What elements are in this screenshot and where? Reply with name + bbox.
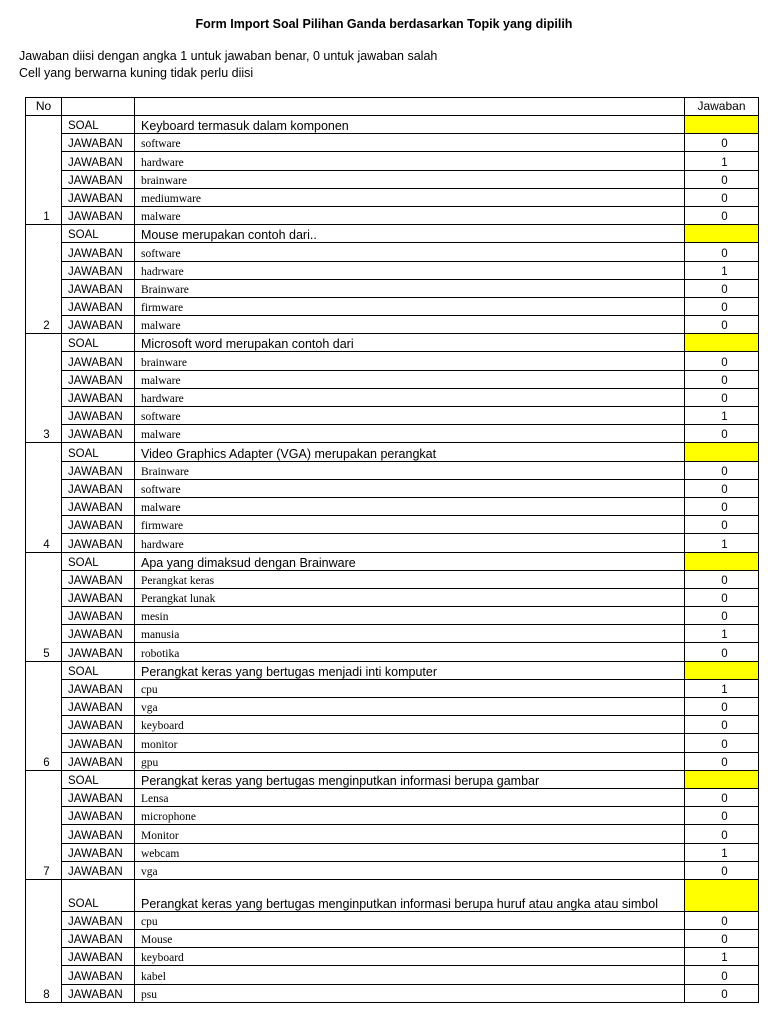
answer-value-cell[interactable]: 0 xyxy=(685,930,759,948)
header-answer: Jawaban xyxy=(685,98,759,116)
answer-row xyxy=(26,388,759,406)
answer-row xyxy=(26,297,759,315)
question-number: 3 xyxy=(26,334,62,443)
answer-value-cell[interactable]: 0 xyxy=(685,788,759,806)
jawaban-label: JAWABAN xyxy=(62,679,135,697)
question-text[interactable]: Microsoft word merupakan contoh dari xyxy=(135,334,685,352)
jawaban-label: JAWABAN xyxy=(62,698,135,716)
answer-row xyxy=(26,370,759,388)
answer-row xyxy=(26,788,759,806)
answer-row xyxy=(26,570,759,588)
answer-value-cell[interactable]: 0 xyxy=(685,243,759,261)
jawaban-label: JAWABAN xyxy=(62,984,135,1002)
jawaban-label: JAWABAN xyxy=(62,134,135,152)
answer-row xyxy=(26,911,759,929)
answer-value-cell[interactable]: 0 xyxy=(685,752,759,770)
answer-option-text[interactable]: Perangkat lunak xyxy=(135,588,685,606)
answer-row xyxy=(26,425,759,443)
answer-option-text[interactable]: keyboard xyxy=(135,716,685,734)
answer-row xyxy=(26,930,759,948)
readonly-yellow-cell xyxy=(685,552,759,570)
answer-option-text[interactable]: Perangkat keras xyxy=(135,570,685,588)
question-number: 1 xyxy=(26,116,62,225)
answer-value-cell[interactable]: 0 xyxy=(685,279,759,297)
answer-option-text[interactable]: hadrware xyxy=(135,261,685,279)
header-no: No xyxy=(26,98,62,116)
readonly-yellow-cell xyxy=(685,770,759,788)
answer-option-text[interactable]: hardware xyxy=(135,388,685,406)
answer-row xyxy=(26,984,759,1002)
answer-value-cell[interactable]: 0 xyxy=(685,206,759,224)
answer-row xyxy=(26,825,759,843)
answer-row xyxy=(26,279,759,297)
question-number: 2 xyxy=(26,225,62,334)
answer-row xyxy=(26,407,759,425)
answer-value-cell[interactable]: 1 xyxy=(685,407,759,425)
question-row xyxy=(26,661,759,679)
answer-option-text[interactable]: vga xyxy=(135,861,685,879)
question-text[interactable]: Video Graphics Adapter (VGA) merupakan perangkat xyxy=(135,443,685,461)
question-text[interactable]: Keyboard termasuk dalam komponen xyxy=(135,116,685,134)
answer-row xyxy=(26,152,759,170)
answer-option-text[interactable]: Lensa xyxy=(135,788,685,806)
answer-value-cell[interactable]: 0 xyxy=(685,825,759,843)
answer-option-text[interactable]: software xyxy=(135,479,685,497)
jawaban-label: JAWABAN xyxy=(62,388,135,406)
answer-value-cell[interactable]: 0 xyxy=(685,461,759,479)
soal-label: SOAL xyxy=(62,770,135,788)
soal-label: SOAL xyxy=(62,116,135,134)
answer-row xyxy=(26,206,759,224)
answer-row xyxy=(26,461,759,479)
answer-value-cell[interactable]: 0 xyxy=(685,352,759,370)
jawaban-label: JAWABAN xyxy=(62,407,135,425)
answer-option-text[interactable]: malware xyxy=(135,497,685,515)
answer-value-cell[interactable]: 0 xyxy=(685,170,759,188)
jawaban-label: JAWABAN xyxy=(62,716,135,734)
answer-value-cell[interactable]: 0 xyxy=(685,570,759,588)
jawaban-label: JAWABAN xyxy=(62,316,135,334)
readonly-yellow-cell xyxy=(685,334,759,352)
jawaban-label: JAWABAN xyxy=(62,206,135,224)
jawaban-label: JAWABAN xyxy=(62,370,135,388)
answer-row xyxy=(26,316,759,334)
answer-value-cell[interactable]: 1 xyxy=(685,534,759,552)
jawaban-label: JAWABAN xyxy=(62,152,135,170)
header-text xyxy=(135,98,685,116)
answer-value-cell[interactable]: 0 xyxy=(685,388,759,406)
jawaban-label: JAWABAN xyxy=(62,948,135,966)
answer-option-text[interactable]: manusia xyxy=(135,625,685,643)
question-row xyxy=(26,552,759,570)
answer-row xyxy=(26,625,759,643)
answer-value-cell[interactable]: 0 xyxy=(685,425,759,443)
jawaban-label: JAWABAN xyxy=(62,297,135,315)
question-number: 7 xyxy=(26,770,62,879)
question-row xyxy=(26,443,759,461)
question-row xyxy=(26,334,759,352)
question-table xyxy=(25,97,759,1003)
answer-value-cell[interactable]: 1 xyxy=(685,679,759,697)
question-row xyxy=(26,116,759,134)
answer-value-cell[interactable]: 0 xyxy=(685,734,759,752)
jawaban-label: JAWABAN xyxy=(62,861,135,879)
answer-option-text[interactable]: software xyxy=(135,407,685,425)
soal-label: SOAL xyxy=(62,225,135,243)
answer-value-cell[interactable]: 1 xyxy=(685,843,759,861)
jawaban-label: JAWABAN xyxy=(62,479,135,497)
answer-option-text[interactable]: hardware xyxy=(135,534,685,552)
table-header-row xyxy=(26,98,759,116)
jawaban-label: JAWABAN xyxy=(62,497,135,515)
answer-value-cell[interactable]: 0 xyxy=(685,497,759,515)
jawaban-label: JAWABAN xyxy=(62,588,135,606)
answer-option-text[interactable]: robotika xyxy=(135,643,685,661)
page-title: Form Import Soal Pilihan Ganda berdasarkan Topik yang dipilih xyxy=(195,17,573,31)
answer-value-cell[interactable]: 1 xyxy=(685,152,759,170)
answer-value-cell[interactable]: 0 xyxy=(685,984,759,1002)
answer-row xyxy=(26,698,759,716)
answer-option-text[interactable]: firmware xyxy=(135,516,685,534)
jawaban-label: JAWABAN xyxy=(62,752,135,770)
answer-row xyxy=(26,516,759,534)
answer-value-cell[interactable]: 1 xyxy=(685,625,759,643)
question-text[interactable]: Perangkat keras yang bertugas menginputkan informasi berupa huruf atau angka atau simbol xyxy=(135,879,685,911)
answer-option-text[interactable]: mesin xyxy=(135,607,685,625)
question-row xyxy=(26,770,759,788)
answer-option-text[interactable]: microphone xyxy=(135,807,685,825)
answer-value-cell[interactable]: 0 xyxy=(685,643,759,661)
answer-value-cell[interactable]: 1 xyxy=(685,948,759,966)
jawaban-label: JAWABAN xyxy=(62,425,135,443)
answer-option-text[interactable]: malware xyxy=(135,425,685,443)
answer-option-text[interactable]: brainware xyxy=(135,352,685,370)
jawaban-label: JAWABAN xyxy=(62,843,135,861)
answer-option-text[interactable]: webcam xyxy=(135,843,685,861)
question-number: 4 xyxy=(26,443,62,552)
soal-label: SOAL xyxy=(62,552,135,570)
answer-row xyxy=(26,261,759,279)
answer-row xyxy=(26,861,759,879)
readonly-yellow-cell xyxy=(685,879,759,911)
question-text[interactable]: Perangkat keras yang bertugas menjadi inti komputer xyxy=(135,661,685,679)
soal-label: SOAL xyxy=(62,334,135,352)
answer-value-cell[interactable]: 0 xyxy=(685,807,759,825)
answer-value-cell[interactable]: 0 xyxy=(685,316,759,334)
jawaban-label: JAWABAN xyxy=(62,825,135,843)
jawaban-label: JAWABAN xyxy=(62,625,135,643)
answer-row xyxy=(26,948,759,966)
readonly-yellow-cell xyxy=(685,116,759,134)
readonly-yellow-cell xyxy=(685,661,759,679)
answer-option-text[interactable]: Brainware xyxy=(135,461,685,479)
jawaban-label: JAWABAN xyxy=(62,807,135,825)
answer-option-text[interactable]: mediumware xyxy=(135,188,685,206)
instruction-line-2: Cell yang berwarna kuning tidak perlu diisi xyxy=(19,66,254,80)
answer-row xyxy=(26,734,759,752)
header-type xyxy=(62,98,135,116)
answer-option-text[interactable]: Brainware xyxy=(135,279,685,297)
question-row xyxy=(26,225,759,243)
jawaban-label: JAWABAN xyxy=(62,461,135,479)
soal-label: SOAL xyxy=(62,879,135,911)
answer-row xyxy=(26,752,759,770)
jawaban-label: JAWABAN xyxy=(62,930,135,948)
answer-option-text[interactable]: firmware xyxy=(135,297,685,315)
jawaban-label: JAWABAN xyxy=(62,279,135,297)
jawaban-label: JAWABAN xyxy=(62,570,135,588)
answer-row xyxy=(26,188,759,206)
question-text[interactable]: Perangkat keras yang bertugas menginputkan informasi berupa gambar xyxy=(135,770,685,788)
answer-value-cell[interactable]: 0 xyxy=(685,698,759,716)
answer-value-cell[interactable]: 0 xyxy=(685,588,759,606)
answer-value-cell[interactable]: 1 xyxy=(685,261,759,279)
answer-option-text[interactable]: Monitor xyxy=(135,825,685,843)
jawaban-label: JAWABAN xyxy=(62,261,135,279)
answer-value-cell[interactable]: 0 xyxy=(685,297,759,315)
jawaban-label: JAWABAN xyxy=(62,534,135,552)
answer-value-cell[interactable]: 0 xyxy=(685,134,759,152)
jawaban-label: JAWABAN xyxy=(62,170,135,188)
answer-option-text[interactable]: Mouse xyxy=(135,930,685,948)
question-number: 5 xyxy=(26,552,62,661)
answer-row xyxy=(26,243,759,261)
answer-row xyxy=(26,843,759,861)
answer-option-text[interactable]: hardware xyxy=(135,152,685,170)
question-number: 6 xyxy=(26,661,62,770)
answer-value-cell[interactable]: 0 xyxy=(685,716,759,734)
answer-row xyxy=(26,679,759,697)
answer-value-cell[interactable]: 0 xyxy=(685,516,759,534)
answer-option-text[interactable]: cpu xyxy=(135,911,685,929)
answer-row xyxy=(26,807,759,825)
question-text[interactable]: Apa yang dimaksud dengan Brainware xyxy=(135,552,685,570)
answer-option-text[interactable]: keyboard xyxy=(135,948,685,966)
answer-value-cell[interactable]: 0 xyxy=(685,861,759,879)
answer-row xyxy=(26,588,759,606)
answer-option-text[interactable]: software xyxy=(135,134,685,152)
answer-option-text[interactable]: software xyxy=(135,243,685,261)
answer-row xyxy=(26,352,759,370)
answer-row xyxy=(26,134,759,152)
answer-row xyxy=(26,479,759,497)
soal-label: SOAL xyxy=(62,661,135,679)
answer-value-cell[interactable]: 0 xyxy=(685,966,759,984)
answer-row xyxy=(26,170,759,188)
answer-row xyxy=(26,607,759,625)
answer-option-text[interactable]: vga xyxy=(135,698,685,716)
answer-value-cell[interactable]: 0 xyxy=(685,188,759,206)
answer-row xyxy=(26,966,759,984)
answer-row xyxy=(26,534,759,552)
answer-option-text[interactable]: monitor xyxy=(135,734,685,752)
jawaban-label: JAWABAN xyxy=(62,607,135,625)
answer-option-text[interactable]: kabel xyxy=(135,966,685,984)
answer-value-cell[interactable]: 0 xyxy=(685,607,759,625)
answer-row xyxy=(26,643,759,661)
answer-option-text[interactable]: malware xyxy=(135,206,685,224)
answer-value-cell[interactable]: 0 xyxy=(685,911,759,929)
jawaban-label: JAWABAN xyxy=(62,966,135,984)
answer-option-text[interactable]: cpu xyxy=(135,679,685,697)
answer-option-text[interactable]: psu xyxy=(135,984,685,1002)
soal-label: SOAL xyxy=(62,443,135,461)
answer-row xyxy=(26,716,759,734)
answer-option-text[interactable]: gpu xyxy=(135,752,685,770)
question-row xyxy=(26,879,759,911)
answer-value-cell[interactable]: 0 xyxy=(685,479,759,497)
jawaban-label: JAWABAN xyxy=(62,188,135,206)
question-text[interactable]: Mouse merupakan contoh dari.. xyxy=(135,225,685,243)
answer-row xyxy=(26,497,759,515)
jawaban-label: JAWABAN xyxy=(62,516,135,534)
answer-option-text[interactable]: brainware xyxy=(135,170,685,188)
answer-option-text[interactable]: malware xyxy=(135,370,685,388)
jawaban-label: JAWABAN xyxy=(62,643,135,661)
readonly-yellow-cell xyxy=(685,225,759,243)
jawaban-label: JAWABAN xyxy=(62,243,135,261)
jawaban-label: JAWABAN xyxy=(62,911,135,929)
readonly-yellow-cell xyxy=(685,443,759,461)
jawaban-label: JAWABAN xyxy=(62,352,135,370)
answer-option-text[interactable]: malware xyxy=(135,316,685,334)
question-number: 8 xyxy=(26,879,62,1002)
answer-value-cell[interactable]: 0 xyxy=(685,370,759,388)
jawaban-label: JAWABAN xyxy=(62,734,135,752)
jawaban-label: JAWABAN xyxy=(62,788,135,806)
instruction-line-1: Jawaban diisi dengan angka 1 untuk jawaban benar, 0 untuk jawaban salah xyxy=(19,49,438,63)
